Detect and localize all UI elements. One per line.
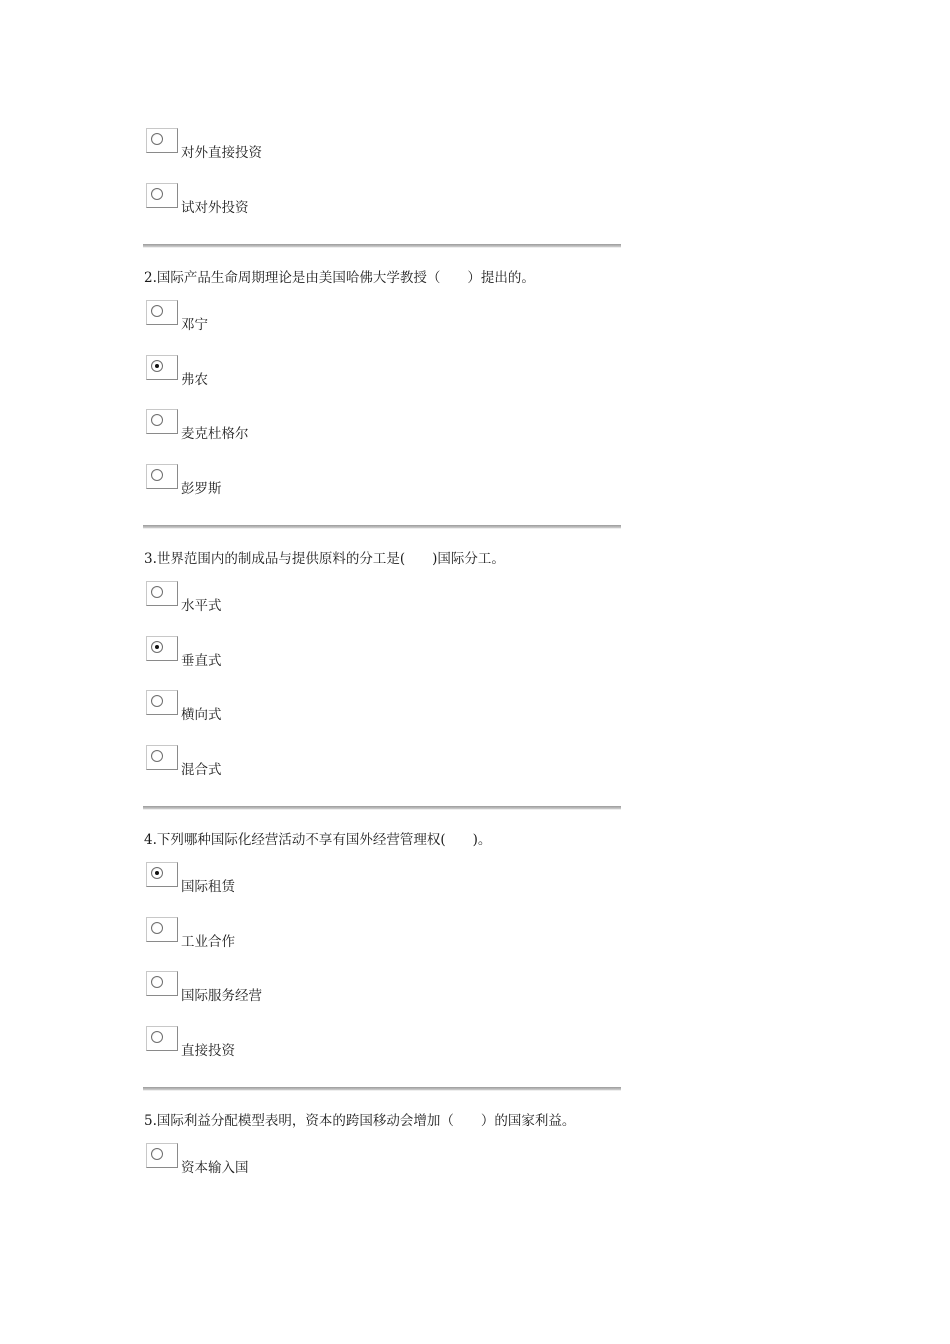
- radio-circle-icon: [151, 867, 163, 879]
- radio-circle-icon: [151, 305, 163, 317]
- q4-option-4[interactable]: [144, 1026, 624, 1081]
- q1-option-1[interactable]: [144, 128, 624, 183]
- radio-circle-icon: [151, 586, 163, 598]
- radio-circle-icon: [151, 641, 163, 653]
- radio-button[interactable]: [146, 636, 178, 661]
- radio-button[interactable]: [146, 862, 178, 887]
- radio-button[interactable]: [146, 690, 178, 715]
- radio-button[interactable]: [146, 1026, 178, 1051]
- option-label[interactable]: 试对外投资: [181, 199, 249, 216]
- question-3-text: 3.世界范围内的制成品与提供原料的分工是( )国际分工。: [144, 551, 505, 567]
- option-label[interactable]: 国际租赁: [181, 879, 235, 895]
- radio-button[interactable]: [146, 581, 178, 606]
- radio-circle-icon: [151, 360, 163, 372]
- option-label[interactable]: 工业合作: [181, 933, 235, 950]
- q2-option-3[interactable]: [144, 409, 624, 464]
- q2-option-1[interactable]: [144, 300, 624, 355]
- q3-option-4[interactable]: [144, 745, 624, 800]
- option-label[interactable]: 对外直接投资: [181, 145, 262, 161]
- radio-circle-icon: [151, 414, 163, 426]
- radio-circle-icon: [151, 750, 163, 762]
- radio-button[interactable]: [146, 1143, 178, 1168]
- radio-dot-icon: [155, 645, 159, 649]
- option-label[interactable]: 弗农: [181, 371, 208, 388]
- radio-button[interactable]: [146, 409, 178, 434]
- radio-button[interactable]: [146, 183, 178, 208]
- question-2-text: 2.国际产品生命周期理论是由美国哈佛大学教授（ ）提出的。: [144, 270, 535, 286]
- option-label[interactable]: 资本输入国: [181, 1160, 249, 1176]
- option-label[interactable]: 横向式: [181, 707, 222, 723]
- radio-circle-icon: [151, 922, 163, 934]
- q2-option-2[interactable]: [144, 355, 624, 410]
- question-5-text: 5.国际利益分配模型表明，资本的跨国移动会增加（ ）的国家利益。: [144, 1113, 576, 1129]
- option-label[interactable]: 麦克杜格尔: [181, 426, 249, 442]
- option-label[interactable]: 国际服务经营: [181, 988, 262, 1004]
- radio-button[interactable]: [146, 128, 178, 153]
- radio-dot-icon: [155, 364, 159, 368]
- radio-circle-icon: [151, 188, 163, 200]
- radio-button[interactable]: [146, 355, 178, 380]
- q4-option-3[interactable]: [144, 971, 624, 1026]
- q1-option-2[interactable]: [144, 183, 624, 238]
- radio-circle-icon: [151, 1031, 163, 1043]
- radio-circle-icon: [151, 695, 163, 707]
- radio-circle-icon: [151, 1148, 163, 1160]
- question-4-text: 4.下列哪种国际化经营活动不享有国外经营管理权( )。: [144, 832, 492, 848]
- q3-option-1[interactable]: [144, 581, 624, 636]
- radio-circle-icon: [151, 469, 163, 481]
- radio-button[interactable]: [146, 917, 178, 942]
- option-label[interactable]: 混合式: [181, 761, 222, 778]
- radio-button[interactable]: [146, 464, 178, 489]
- radio-button[interactable]: [146, 971, 178, 996]
- radio-dot-icon: [155, 871, 159, 875]
- option-label[interactable]: 垂直式: [181, 652, 222, 669]
- option-label[interactable]: 邓宁: [181, 317, 208, 333]
- q4-option-2[interactable]: [144, 917, 624, 972]
- radio-circle-icon: [151, 133, 163, 145]
- quiz-container: [144, 128, 624, 1198]
- q3-option-3[interactable]: [144, 690, 624, 745]
- option-label[interactable]: 彭罗斯: [181, 480, 222, 497]
- radio-button[interactable]: [146, 745, 178, 770]
- q3-option-2[interactable]: [144, 636, 624, 691]
- option-label[interactable]: 水平式: [181, 598, 222, 614]
- radio-circle-icon: [151, 976, 163, 988]
- radio-button[interactable]: [146, 300, 178, 325]
- q2-option-4[interactable]: [144, 464, 624, 519]
- q5-option-1[interactable]: [144, 1143, 624, 1198]
- q4-option-1[interactable]: [144, 862, 624, 917]
- option-label[interactable]: 直接投资: [181, 1042, 235, 1059]
